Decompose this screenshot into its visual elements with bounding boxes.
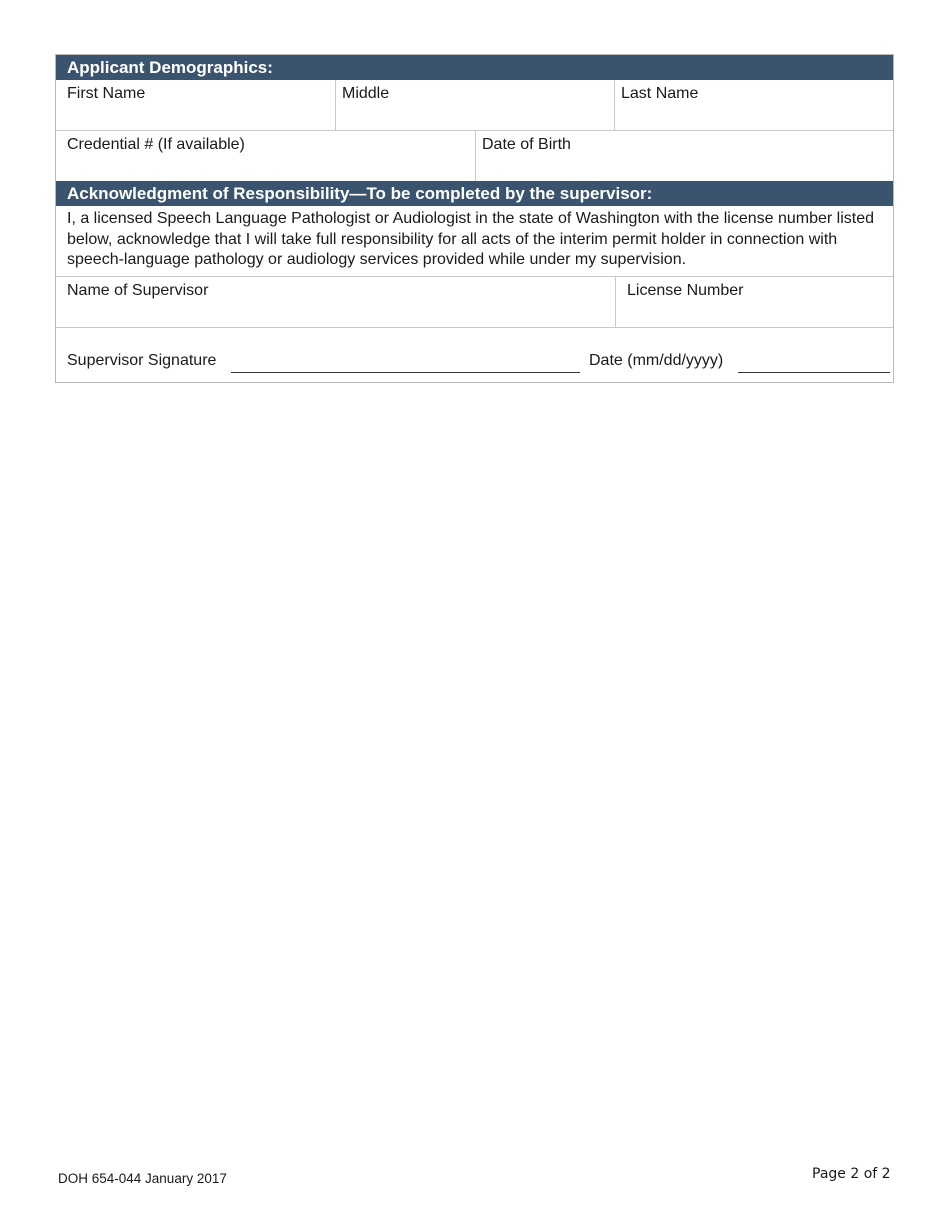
- license-number-input[interactable]: [622, 303, 887, 323]
- interim-permit-form: [55, 54, 894, 383]
- license-number-field[interactable]: [615, 277, 893, 327]
- acknowledgment-header: Acknowledgment of Responsibility—To be completed by the supervisor:: [56, 181, 893, 206]
- credential-row: [56, 130, 893, 181]
- first-name-label: First Name: [67, 85, 146, 102]
- supervisor-signature-line[interactable]: [231, 372, 580, 373]
- supervisor-signature-label: Supervisor Signature: [67, 351, 217, 369]
- middle-name-label: Middle: [342, 85, 390, 102]
- signature-date-label: Date (mm/dd/yyyy): [589, 351, 724, 369]
- supervisor-row: [56, 276, 893, 327]
- page-number: Page 2 of 2: [812, 1166, 891, 1182]
- last-name-input[interactable]: [621, 106, 887, 126]
- first-name-field[interactable]: [56, 80, 335, 130]
- first-name-input[interactable]: [62, 106, 329, 126]
- supervisor-name-field[interactable]: [56, 277, 615, 327]
- name-row: [56, 80, 893, 130]
- middle-name-input[interactable]: [342, 106, 608, 126]
- signature-row: [56, 327, 893, 382]
- credential-label: Credential # (If available): [67, 136, 245, 153]
- last-name-field[interactable]: [614, 80, 893, 130]
- credential-field[interactable]: [56, 131, 475, 181]
- date-of-birth-field[interactable]: [475, 131, 893, 181]
- credential-input[interactable]: [62, 157, 469, 177]
- date-of-birth-input[interactable]: [482, 157, 887, 177]
- middle-name-field[interactable]: [335, 80, 614, 130]
- date-of-birth-label: Date of Birth: [482, 136, 571, 153]
- last-name-label: Last Name: [621, 85, 699, 102]
- acknowledgment-statement: I, a licensed Speech Language Pathologist or Audiologist in the state of Washington with the license number listed below, acknowledge that I will take full responsibility for all acts of the interim permit holder in connection with speech-language pathology or audiology services provided while under my supervision.: [67, 210, 875, 268]
- applicant-demographics-header: Applicant Demographics:: [56, 55, 893, 80]
- form-id: DOH 654-044 January 2017: [58, 1171, 227, 1186]
- supervisor-name-input[interactable]: [62, 303, 609, 323]
- supervisor-name-label: Name of Supervisor: [67, 281, 209, 299]
- license-number-label: License Number: [627, 281, 744, 299]
- signature-date-line[interactable]: [738, 372, 890, 373]
